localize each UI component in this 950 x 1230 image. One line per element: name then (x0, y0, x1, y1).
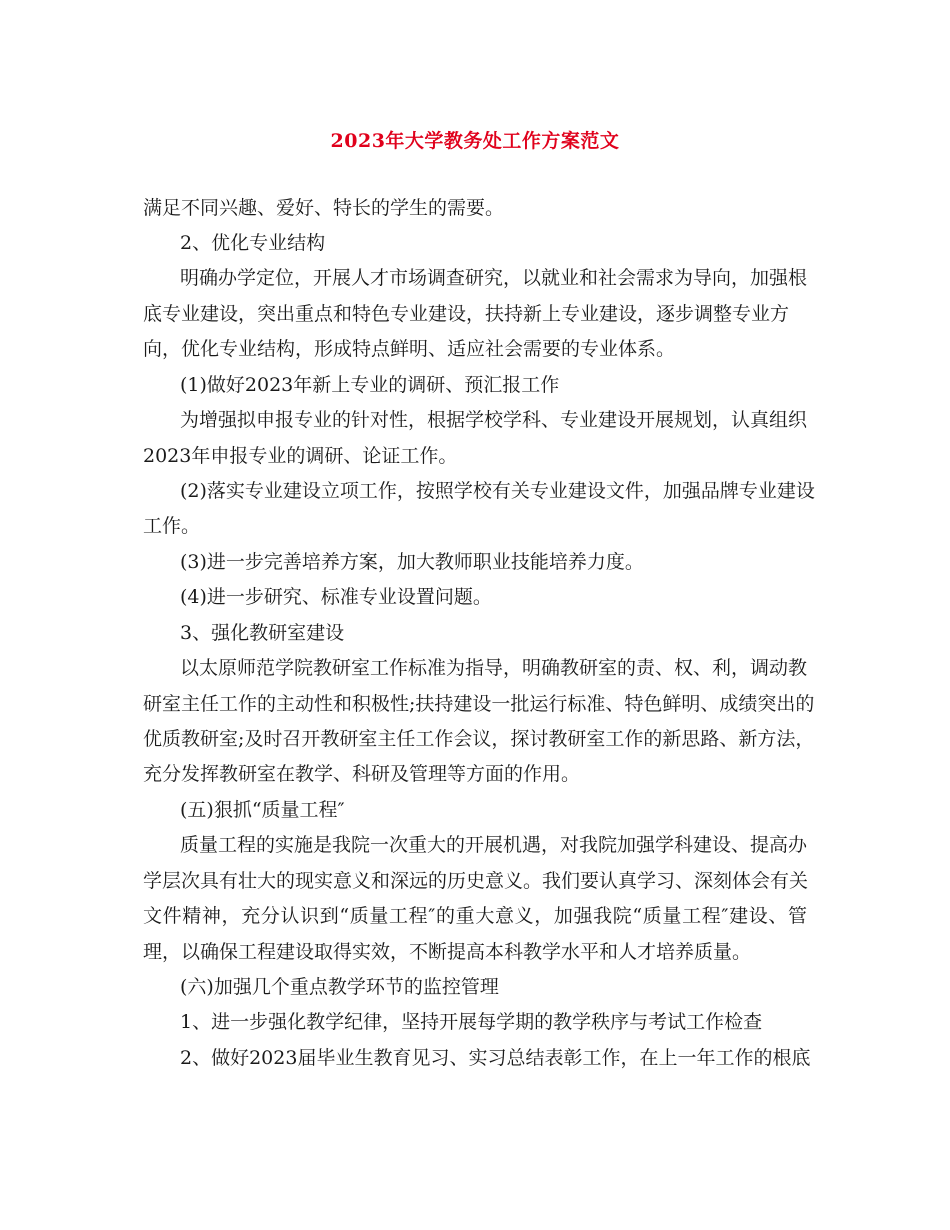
document-title: 2023年大学教务处工作方案范文 (330, 130, 620, 152)
subsection-heading: (1)做好2023年新上专业的调研、预汇报工作 (180, 374, 560, 396)
section-heading: 3、强化教研室建设 (180, 622, 345, 644)
paragraph-line: 研室主任工作的主动性和积极性;扶持建设一批运行标准、特色鲜明、成绩突出的 (143, 693, 815, 715)
paragraph-line: 底专业建设，突出重点和特色专业建设，扶持新上专业建设，逐步调整专业方 (143, 303, 790, 325)
paragraph-line: 2023年申报专业的调研、论证工作。 (143, 445, 458, 467)
paragraph-line: 以太原师范学院教研室工作标准为指导，明确教研室的责、权、利，调动教 (180, 657, 808, 679)
section-heading: (六)加强几个重点教学环节的监控管理 (180, 976, 499, 998)
paragraph-line: 学层次具有壮大的现实意义和深远的历史意义。我们要认真学习、深刻体会有关 (143, 870, 809, 892)
paragraph-line: 文件精神，充分认识到“质量工程″的重大意义，加强我院“质量工程″建设、管 (143, 905, 807, 927)
paragraph-line: 满足不同兴趣、爱好、特长的学生的需要。 (143, 197, 505, 219)
section-heading: 2、优化专业结构 (180, 232, 326, 254)
paragraph-line: 理，以确保工程建设取得实效，不断提高本科教学水平和人才培养质量。 (143, 941, 752, 963)
paragraph-line: 向，优化专业结构，形成特点鲜明、适应社会需要的专业体系。 (143, 338, 676, 360)
paragraph-line: 2、做好2023届毕业生教育见习、实习总结表彰工作，在上一年工作的根底 (180, 1047, 811, 1069)
paragraph-line: 优质教研室;及时召开教研室主任工作会议，探讨教研室工作的新思路、新方法， (143, 728, 815, 750)
paragraph-line: 1、进一步强化教学纪律，坚持开展每学期的教学秩序与考试工作检查 (180, 1011, 763, 1033)
paragraph-line: 为增强拟申报专业的针对性，根据学校学科、专业建设开展规划，认真组织 (180, 409, 808, 431)
paragraph-line: 质量工程的实施是我院一次重大的开展机遇，对我院加强学科建设、提高办 (180, 834, 808, 856)
section-heading: (五)狠抓“质量工程″ (180, 799, 345, 821)
paragraph-line: 明确办学定位，开展人才市场调查研究，以就业和社会需求为导向，加强根 (180, 267, 808, 289)
paragraph-line: (2)落实专业建设立项工作，按照学校有关专业建设文件，加强品牌专业建设 (180, 480, 815, 502)
paragraph-line: (3)进一步完善培养方案，加大教师职业技能培养力度。 (180, 551, 644, 573)
paragraph-line: 充分发挥教研室在教学、科研及管理等方面的作用。 (143, 763, 581, 785)
paragraph-line: 工作。 (143, 515, 201, 537)
paragraph-line: (4)进一步研究、标准专业设置问题。 (180, 586, 492, 608)
